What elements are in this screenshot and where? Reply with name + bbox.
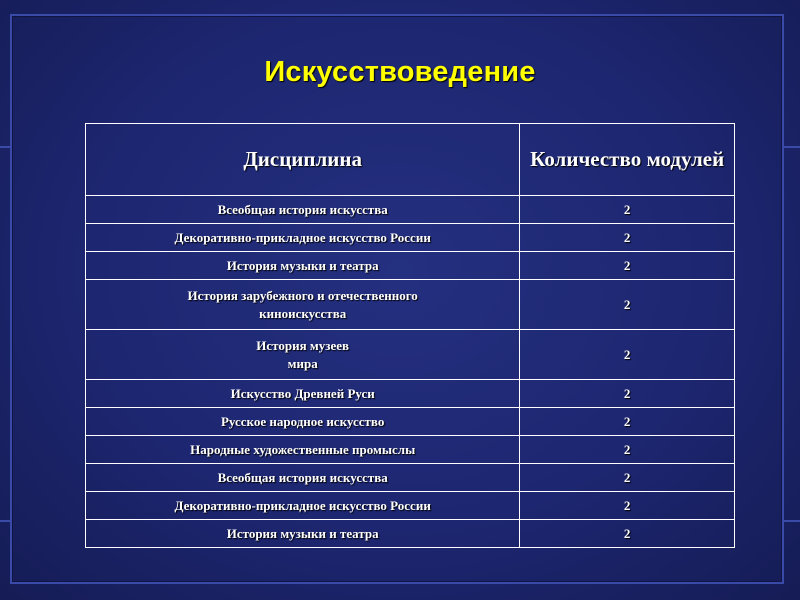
table-row [86,330,735,380]
table-row [86,252,735,280]
module-count-cell: 2 [520,380,735,408]
discipline-line: История зарубежного и отечественного [187,287,418,303]
discipline-line: мира [287,355,318,371]
module-count-cell: 2 [520,280,735,330]
discipline-cell: Декоративно-прикладное искусство России [86,224,520,252]
module-count-cell: 2 [520,520,735,548]
discipline-line: киноискусства [259,305,347,321]
decorative-line [782,520,800,522]
module-count-cell: 2 [520,252,735,280]
discipline-cell: Русское народное искусство [86,408,520,436]
module-count-cell: 2 [520,196,735,224]
module-count-cell: 2 [520,224,735,252]
table-row [86,196,735,224]
discipline-cell: Всеобщая история искусства [86,464,520,492]
discipline-cell [86,280,520,330]
module-count-cell: 2 [520,330,735,380]
decorative-line [0,520,12,522]
table-row [86,520,735,548]
module-count-cell: 2 [520,464,735,492]
module-count-cell: 2 [520,408,735,436]
discipline-cell [86,330,520,380]
header-module-count: Количество модулей [520,124,735,196]
table-header-row [86,124,735,196]
discipline-cell: Всеобщая история искусства [86,196,520,224]
table-row [86,436,735,464]
discipline-cell: История музыки и театра [86,520,520,548]
table-row [86,224,735,252]
decorative-line [782,146,800,148]
table-row [86,492,735,520]
table-row [86,280,735,330]
decorative-line [0,146,12,148]
disciplines-table [85,123,735,548]
header-discipline: Дисциплина [86,124,520,196]
table-row [86,464,735,492]
slide-title: Искусствоведение [264,56,536,88]
table-row [86,408,735,436]
discipline-cell: Декоративно-прикладное искусство России [86,492,520,520]
discipline-cell: Народные художественные промыслы [86,436,520,464]
discipline-cell: Искусство Древней Руси [86,380,520,408]
module-count-cell: 2 [520,436,735,464]
discipline-line: История музеев [256,337,350,353]
module-count-cell: 2 [520,492,735,520]
table-row [86,380,735,408]
discipline-cell: История музыки и театра [86,252,520,280]
